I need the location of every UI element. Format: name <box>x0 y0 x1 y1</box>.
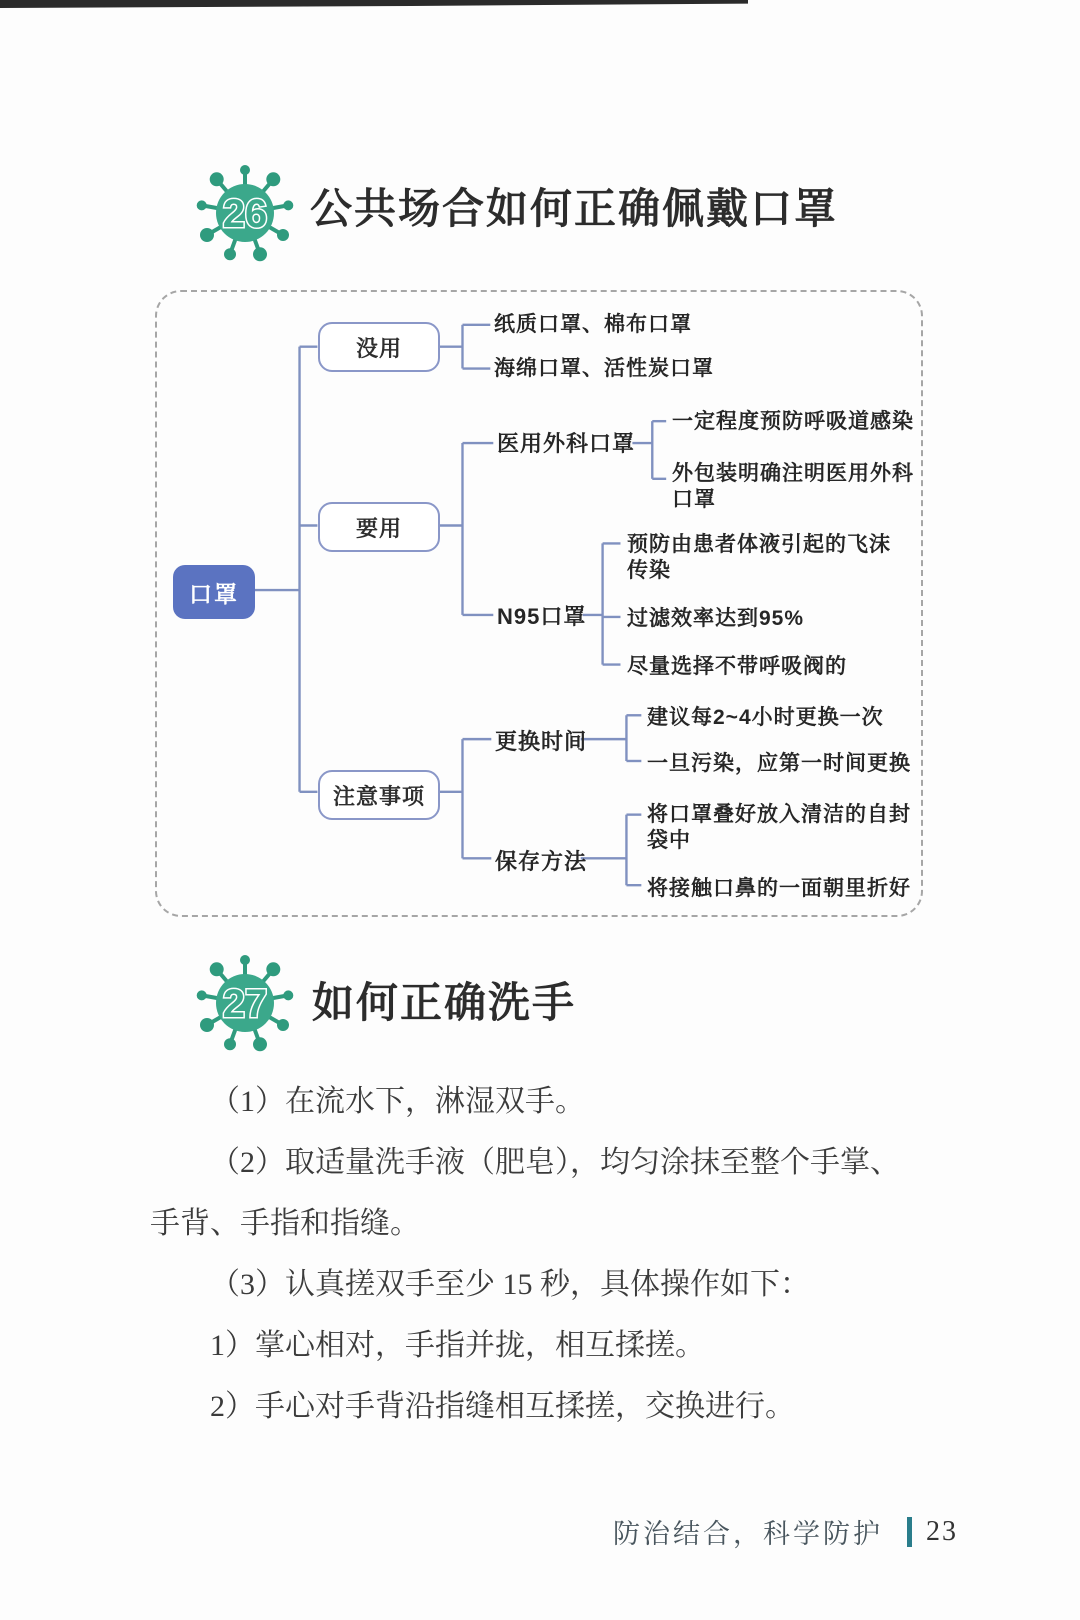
paragraph: 2）手心对手背沿指缝相互揉搓，交换进行。 <box>210 1390 795 1423</box>
mindmap-leaf: 建议每2~4小时更换一次 <box>647 706 884 729</box>
mindmap-leaf: 外包装明确注明医用外科口罩 <box>672 462 914 511</box>
mindmap-label-n95-mask: N95口罩 <box>497 604 587 629</box>
paragraph: （2）取适量洗手液（肥皂），均匀涂抹至整个手掌、手背、手指和指缝。 <box>150 1146 900 1240</box>
paragraph: （3）认真搓双手至少 15 秒，具体操作如下： <box>210 1268 810 1301</box>
mindmap-leaf: 预防由患者体液引起的飞沫传染 <box>627 533 891 582</box>
mindmap-leaf: 一旦污染，应第一时间更换 <box>647 752 911 775</box>
mindmap-node-should-use: 要用 <box>318 502 440 552</box>
mindmap-node-precautions: 注意事项 <box>318 770 440 820</box>
mindmap-leaf: 将接触口鼻的一面朝里折好 <box>647 877 911 900</box>
section-title-27: 如何正确洗手 <box>312 979 577 1026</box>
mindmap-label-storage-method: 保存方法 <box>495 849 588 874</box>
section-number-27: 27 <box>222 982 268 1026</box>
mindmap-leaf: 一定程度预防呼吸道感染 <box>672 410 914 433</box>
photo-edge-artifact <box>0 0 748 8</box>
paragraph: 1）掌心相对，手指并拢，相互揉搓。 <box>210 1329 705 1362</box>
footer-slogan: 防治结合，科学防护 <box>613 1519 883 1549</box>
paragraph: （1）在流水下，淋湿双手。 <box>210 1085 585 1118</box>
mindmap-label-replacement-time: 更换时间 <box>495 729 588 754</box>
section-number-26: 26 <box>222 192 268 236</box>
mindmap-panel <box>155 290 923 917</box>
mindmap-node-useless: 没用 <box>318 322 440 372</box>
virus-icon-27 <box>195 953 295 1053</box>
virus-icon-26 <box>195 163 295 263</box>
mindmap-leaf: 纸质口罩、棉布口罩 <box>494 313 692 336</box>
footer-divider <box>907 1517 912 1547</box>
footer-page-number: 23 <box>926 1515 958 1547</box>
mindmap-leaf: 尽量选择不带呼吸阀的 <box>627 655 847 678</box>
mindmap-leaf: 将口罩叠好放入清洁的自封袋中 <box>647 803 911 852</box>
mindmap-root-node: 口罩 <box>173 565 255 619</box>
mindmap-label-surgical-mask: 医用外科口罩 <box>497 431 636 456</box>
mindmap-leaf: 过滤效率达到95% <box>627 607 805 630</box>
mindmap-leaf: 海绵口罩、活性炭口罩 <box>494 357 714 380</box>
page-footer <box>613 1512 958 1551</box>
section-title-26: 公共场合如何正确佩戴口罩 <box>310 185 839 232</box>
handwashing-instructions <box>150 1071 928 1437</box>
